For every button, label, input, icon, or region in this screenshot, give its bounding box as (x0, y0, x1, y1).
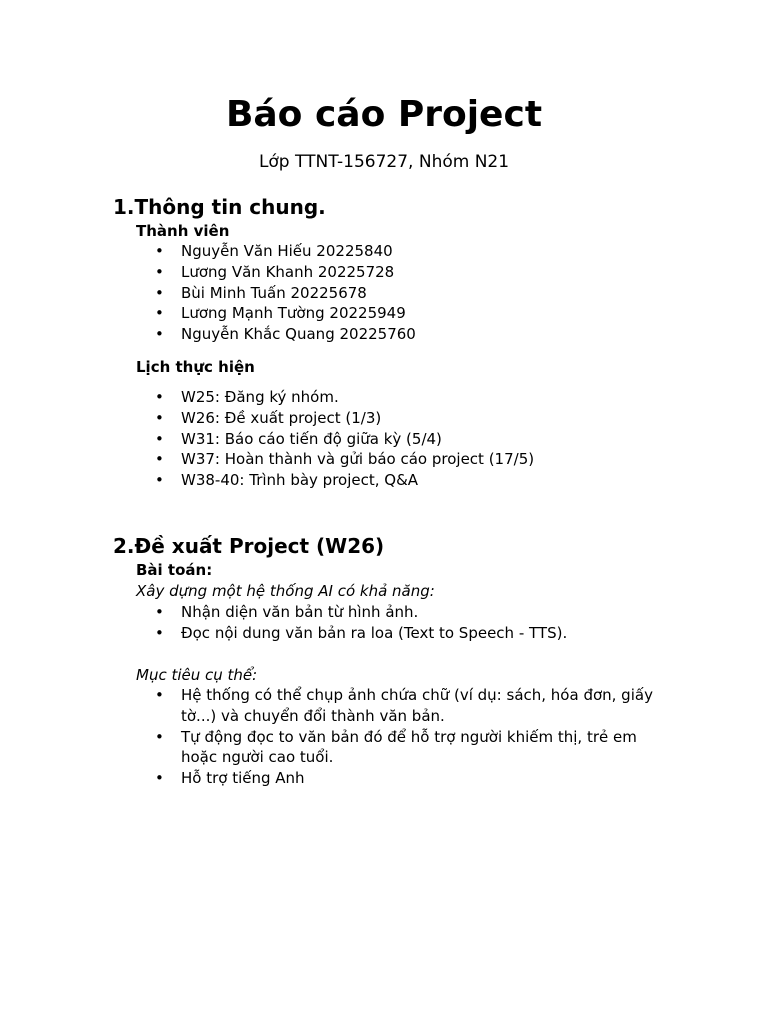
problem-list (0, 602, 671, 644)
list-item (0, 408, 671, 429)
schedule-entry: W31: Báo cáo tiến độ giữa kỳ (5/4) (181, 429, 442, 448)
list-item (0, 768, 671, 789)
member-name: Nguyễn Khắc Quang 20225760 (181, 325, 416, 344)
member-name: Nguyễn Văn Hiếu 20225840 (181, 242, 393, 260)
schedule-list (0, 387, 671, 491)
list-item (0, 602, 671, 623)
bullet-icon: • (155, 388, 164, 406)
list-item (0, 449, 671, 470)
problem-intro: Xây dựng một hệ thống AI có khả năng: (136, 582, 435, 600)
schedule-heading: Lịch thực hiện (136, 358, 255, 376)
goal-item: Hỗ trợ tiếng Anh (181, 769, 305, 788)
goal-item: Hệ thống có thể chụp ảnh chứa chữ (ví dụ: sách, hóa đơn, giấy tờ...) và chuyển đổi thành văn bản. (181, 686, 653, 725)
list-item (0, 685, 671, 727)
schedule-entry: W26: Đề xuất project (1/3) (181, 408, 382, 427)
bullet-icon: • (155, 262, 164, 281)
list-item (0, 283, 671, 304)
bullet-icon: • (155, 450, 164, 469)
section-heading-general-info: 1.Thông tin chung. (113, 195, 326, 219)
problem-item: Đọc nội dung văn bản ra loa (Text to Speech - TTS). (181, 623, 568, 642)
member-name: Bùi Minh Tuấn 20225678 (181, 283, 367, 302)
list-item (0, 303, 671, 324)
list-item (0, 429, 671, 450)
schedule-entry: W38-40: Trình bày project, Q&A (181, 471, 419, 490)
list-item (0, 387, 671, 408)
bullet-icon: • (155, 727, 164, 746)
bullet-icon: • (155, 325, 164, 344)
bullet-icon: • (155, 408, 164, 427)
bullet-icon: • (155, 603, 164, 621)
bullet-icon: • (155, 623, 164, 642)
schedule-entry: W37: Hoàn thành và gửi báo cáo project (17/5) (181, 450, 535, 469)
bullet-icon: • (155, 242, 164, 260)
bullet-icon: • (155, 283, 164, 302)
goals-list (0, 685, 671, 789)
member-name: Lương Văn Khanh 20225728 (181, 262, 395, 281)
member-name: Lương Mạnh Tường 20225949 (181, 304, 406, 323)
problem-heading: Bài toán: (136, 561, 213, 579)
list-item (0, 262, 671, 283)
bullet-icon: • (155, 471, 164, 490)
members-heading: Thành viên (136, 222, 230, 240)
bullet-icon: • (155, 769, 164, 788)
goals-intro: Mục tiêu cụ thể: (136, 666, 258, 684)
bullet-icon: • (155, 686, 164, 704)
problem-item: Nhận diện văn bản từ hình ảnh. (181, 603, 419, 621)
section-heading-project-proposal: 2.Đề xuất Project (W26) (113, 534, 385, 558)
list-item (0, 727, 671, 769)
list-item (0, 324, 671, 345)
members-list (0, 241, 671, 345)
list-item (0, 470, 671, 491)
page-subtitle: Lớp TTNT-156727, Nhóm N21 (258, 152, 510, 172)
list-item (0, 241, 671, 262)
page-title: Báo cáo Project (225, 94, 543, 135)
schedule-entry: W25: Đăng ký nhóm. (181, 388, 339, 406)
bullet-icon: • (155, 429, 164, 448)
list-item (0, 623, 671, 644)
goal-item: Tự động đọc to văn bản đó để hỗ trợ người khiếm thị, trẻ em hoặc người cao tuổi. (181, 727, 637, 767)
bullet-icon: • (155, 304, 164, 323)
